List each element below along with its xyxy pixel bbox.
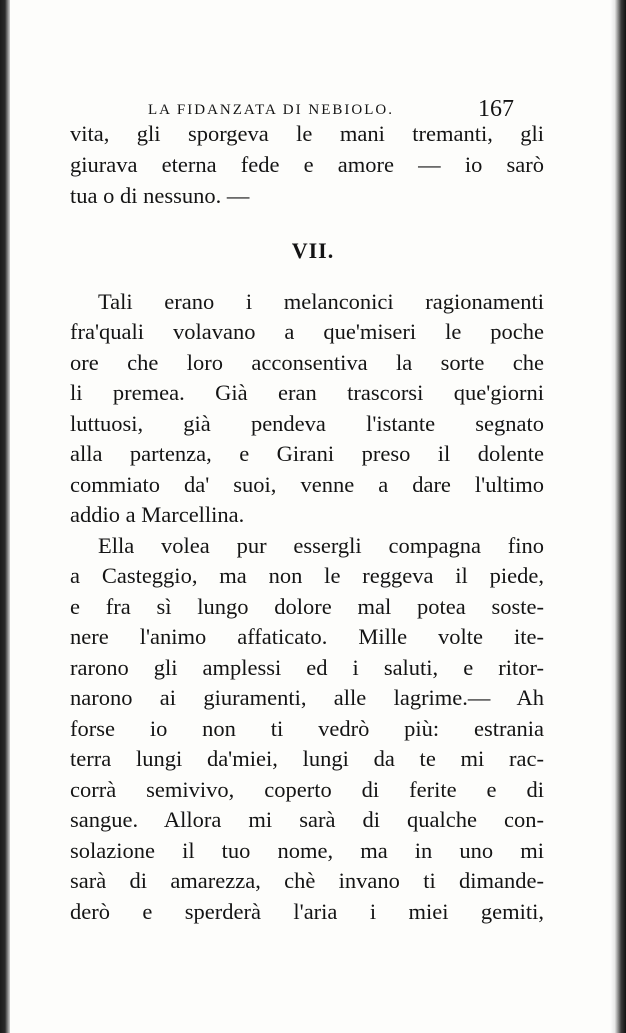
text-line: tua o di nessuno. — (70, 183, 250, 208)
page-outer-edge (610, 0, 626, 1033)
text-line: terra lungi da'miei, lungi da te mi rac- (70, 746, 544, 771)
text-line: giurava eterna fede e amore — io sarò (70, 152, 544, 177)
text-line: forse io non ti vedrò più: estrania (70, 716, 544, 741)
text-line: ore che loro acconsentiva la sorte che (70, 350, 544, 375)
text-line: corrà semivivo, coperto di ferite e di (70, 777, 544, 802)
running-head-title: LA FIDANZATA DI NEBIOLO. (148, 102, 394, 118)
page-binding-edge (0, 0, 10, 1033)
text-line: narono ai giuramenti, alle lagrime.— Ah (70, 685, 544, 710)
text-line: sangue. Allora mi sarà di qualche con- (70, 807, 544, 832)
text-line: derò e sperderà l'aria i miei gemiti, (70, 899, 544, 924)
text-line: alla partenza, e Girani preso il dolente (70, 441, 544, 466)
text-line: a Casteggio, ma non le reggeva il piede, (70, 563, 544, 588)
page-number: 167 (478, 96, 514, 122)
text-line: li premea. Già eran trascorsi que'giorni (70, 380, 544, 405)
text-line: nere l'animo affaticato. Mille volte ite- (70, 624, 544, 649)
text-line: solazione il tuo nome, ma in uno mi (70, 838, 544, 863)
text-line: luttuosi, già pendeva l'istante segnato (70, 411, 544, 436)
text-line: Ella volea pur essergli compagna fino (98, 533, 544, 558)
chapter-heading: VII. (291, 238, 335, 263)
text-line: rarono gli amplessi ed i saluti, e ritor- (70, 655, 544, 680)
text-line: fra'quali volavano a que'miseri le poche (70, 319, 544, 344)
text-line: commiato da' suoi, venne a dare l'ultimo (70, 472, 544, 497)
text-line: Tali erano i melanconici ragionamenti (98, 289, 544, 314)
text-line: vita, gli sporgeva le mani tremanti, gli (70, 121, 544, 146)
text-line: e fra sì lungo dolore mal potea soste- (70, 594, 544, 619)
text-line: addio a Marcellina. (70, 502, 245, 527)
text-line: sarà di amarezza, chè invano ti dimande- (70, 868, 544, 893)
